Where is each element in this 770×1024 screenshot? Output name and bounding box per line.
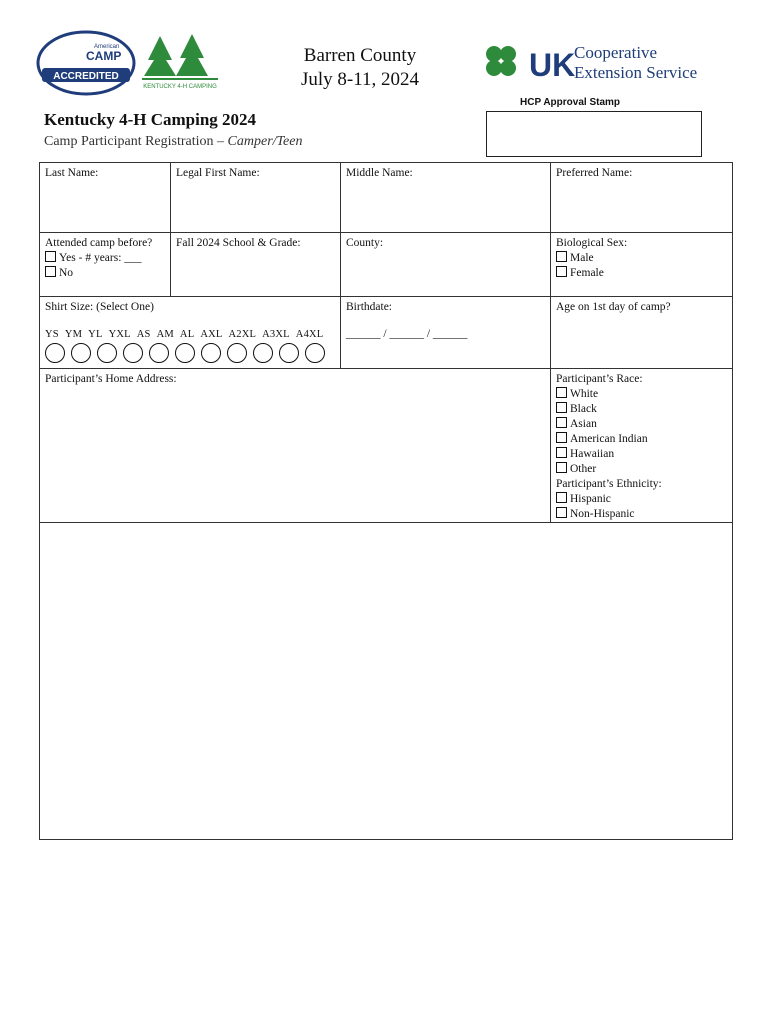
attended-camp-field [40,233,171,297]
registration-form [39,162,733,840]
legal-first-name-label: Legal First Name: [176,167,260,179]
size-as-radio[interactable] [149,343,169,363]
middle-name-field[interactable] [341,163,551,233]
preferred-name-field[interactable] [551,163,732,233]
race-american-indian-label: American Indian [570,433,648,445]
shirt-size-label-am: AM [156,329,174,340]
race-other-option[interactable] [556,462,727,477]
uk-cooperative-extension-logo [484,40,744,84]
county-label: County: [346,237,384,249]
race-ethnicity-field [551,369,732,523]
size-a2xl-radio[interactable] [253,343,273,363]
middle-name-label: Middle Name: [346,167,413,179]
race-other-checkbox[interactable] [556,462,567,473]
shirt-size-label-yl: YL [88,329,103,340]
age-label: Age on 1st day of camp? [556,301,671,313]
race-hawaiian-checkbox[interactable] [556,447,567,458]
race-white-checkbox[interactable] [556,387,567,398]
attended-no-label: No [59,267,74,279]
size-a4xl-radio[interactable] [305,343,325,363]
race-hawaiian-option[interactable] [556,447,727,462]
shirt-size-label-yxl: YXL [108,329,131,340]
race-other-label: Other [570,463,597,475]
shirt-size-label-ym: YM [64,329,83,340]
age-field[interactable] [551,297,732,369]
bio-sex-label: Biological Sex: [556,237,628,249]
birthdate-field[interactable] [341,297,551,369]
preferred-name-label: Preferred Name: [556,167,633,179]
race-asian-checkbox[interactable] [556,417,567,428]
attended-no-checkbox[interactable] [45,266,56,277]
svg-text:American: American [94,44,120,50]
county-field[interactable] [341,233,551,297]
size-al-radio[interactable] [201,343,221,363]
shirt-size-label-axl: AXL [200,329,223,340]
attended-yes-option[interactable] [45,251,165,266]
ethnicity-label: Participant’s Ethnicity: [556,478,662,490]
svg-text:CAMP: CAMP [86,49,122,63]
race-hawaiian-label: Hawaiian [570,448,615,460]
home-address-label: Participant’s Home Address: [45,373,177,385]
size-yl-radio[interactable] [97,343,117,363]
size-axl-radio[interactable] [227,343,247,363]
svg-text:Extension Service: Extension Service [574,63,698,82]
page-subtitle [44,134,302,150]
shirt-size-label-as: AS [136,329,151,340]
female-checkbox[interactable] [556,266,567,277]
race-american-indian-checkbox[interactable] [556,432,567,443]
race-black-checkbox[interactable] [556,402,567,413]
race-label: Participant’s Race: [556,373,643,385]
attended-no-option[interactable] [45,266,165,281]
shirt-size-circles [45,343,335,368]
shirt-size-label-ys: YS [45,329,59,340]
aca-accredited-logo [36,30,136,96]
last-name-field[interactable] [40,163,171,233]
shirt-size-label-a2xl: A2XL [228,329,257,340]
kentucky-4h-camping-logo [140,30,220,92]
race-black-option[interactable] [556,402,727,417]
race-asian-label: Asian [570,418,597,430]
shirt-size-label-a3xl: A3XL [262,329,290,340]
attended-yes-label: Yes - # years: ___ [59,252,142,264]
race-white-option[interactable] [556,387,727,402]
attended-before-label: Attended camp before? [45,237,153,249]
svg-text:Cooperative: Cooperative [574,43,658,62]
ethnicity-hispanic-option[interactable] [556,492,727,507]
birthdate-line: ______ / ______ / ______ [346,328,468,340]
page-title: Kentucky 4-H Camping 2024 [44,110,257,129]
ethnicity-non-hispanic-checkbox[interactable] [556,507,567,518]
size-yxl-radio[interactable] [123,343,143,363]
female-label: Female [570,267,604,279]
shirt-size-field [40,297,341,369]
camp-location-dates [250,44,470,92]
race-american-indian-option[interactable] [556,432,727,447]
ethnicity-non-hispanic-label: Non-Hispanic [570,508,635,520]
school-grade-label: Fall 2024 School & Grade: [176,237,301,249]
male-checkbox[interactable] [556,251,567,262]
subtitle-main: Camp Participant Registration – [44,134,228,149]
size-ym-radio[interactable] [71,343,91,363]
biological-sex-field [551,233,732,297]
shirt-size-labels [45,327,335,342]
male-option[interactable] [556,251,727,266]
attended-yes-checkbox[interactable] [45,251,56,262]
ethnicity-non-hispanic-option[interactable] [556,507,727,522]
ethnicity-hispanic-checkbox[interactable] [556,492,567,503]
last-name-label: Last Name: [45,167,99,179]
subtitle-emphasis: Camper/Teen [227,134,303,149]
dates-text: July 8-11, 2024 [300,69,420,90]
legal-first-name-field[interactable] [171,163,341,233]
shirt-size-label-a4xl: A4XL [295,329,324,340]
male-label: Male [570,252,594,264]
race-black-label: Black [570,403,597,415]
birthdate-label: Birthdate: [346,301,392,313]
county-text: Barren County [303,45,417,66]
female-option[interactable] [556,266,727,281]
svg-text:KENTUCKY 4-H CAMPING: KENTUCKY 4-H CAMPING [143,84,217,90]
ethnicity-hispanic-label: Hispanic [570,493,611,505]
shirt-size-label-al: AL [179,329,195,340]
size-a3xl-radio[interactable] [279,343,299,363]
school-grade-field[interactable] [171,233,341,297]
race-asian-option[interactable] [556,417,727,432]
hcp-stamp-label: HCP Approval Stamp [520,97,621,108]
svg-text:UK: UK [529,47,576,83]
svg-text:ACCREDITED: ACCREDITED [53,71,119,82]
shirt-size-label: Shirt Size: (Select One) [45,301,154,313]
size-am-radio[interactable] [175,343,195,363]
home-address-field[interactable] [40,369,551,523]
race-white-label: White [570,388,599,400]
hcp-stamp-box [486,111,702,157]
size-ys-radio[interactable] [45,343,65,363]
